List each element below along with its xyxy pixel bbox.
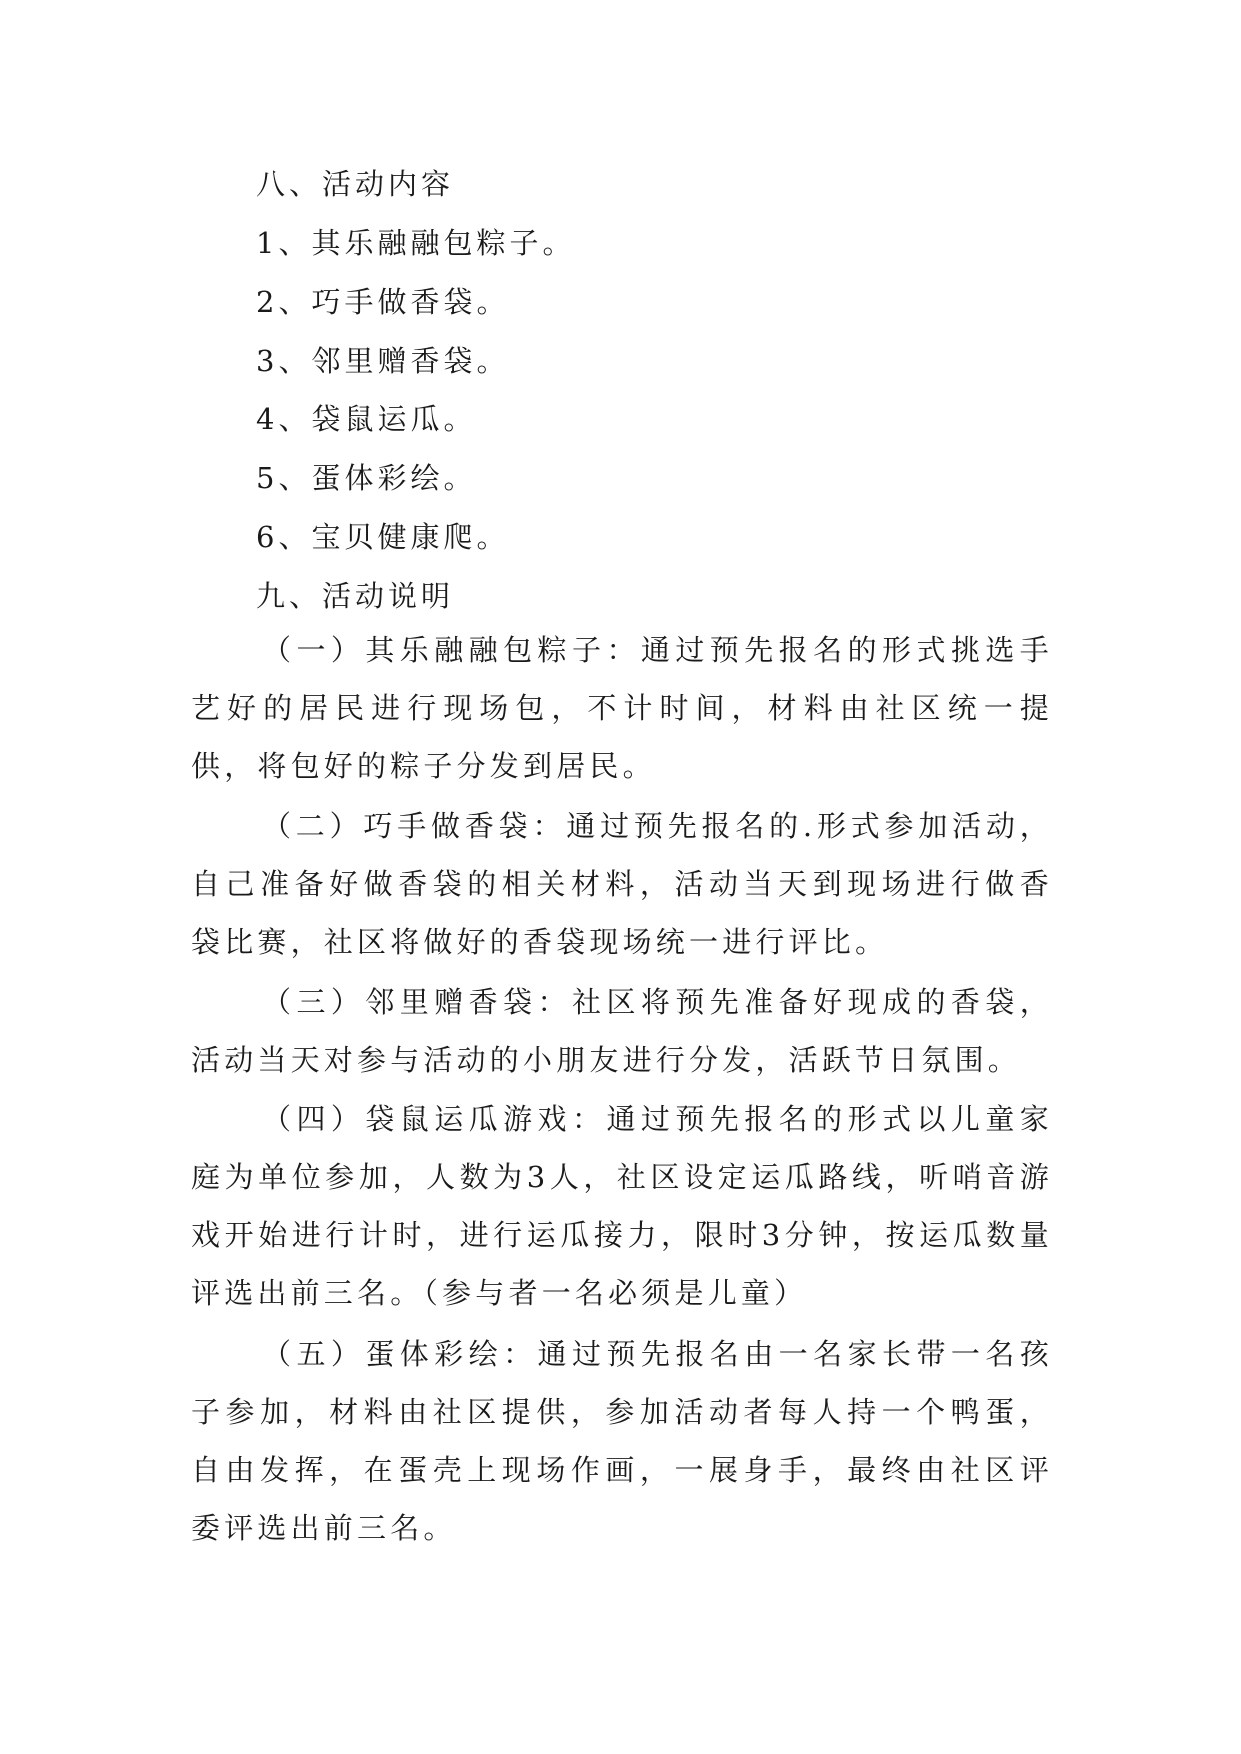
explanation-paragraph-2: （二）巧手做香袋：通过预先报名的.形式参加活动，自己准备好做香袋的相关材料，活动当天到现场进行做香袋比赛，社区将做好的香袋现场统一进行评比。 <box>191 809 1053 959</box>
explanation-paragraph-1: （一）其乐融融包粽子：通过预先报名的形式挑选手艺好的居民进行现场包，不计时间，材料由社区统一提供，将包好的粽子分发到居民。 <box>191 633 1053 783</box>
activity-item-3: 3、邻里赠香袋。 <box>256 344 510 378</box>
section-9-heading: 九、活动说明 <box>256 579 455 613</box>
section-8-heading: 八、活动内容 <box>256 167 455 201</box>
activity-item-6: 6、宝贝健康爬。 <box>256 520 510 554</box>
explanation-paragraph-3: （三）邻里赠香袋：社区将预先准备好现成的香袋，活动当天对参与活动的小朋友进行分发，活跃节日氛围。 <box>191 985 1053 1077</box>
explanation-paragraph-5: （五）蛋体彩绘：通过预先报名由一名家长带一名孩子参加，材料由社区提供，参加活动者每人持一个鸭蛋，自由发挥，在蛋壳上现场作画，一展身手，最终由社区评委评选出前三名。 <box>191 1337 1053 1545</box>
activity-item-2: 2、巧手做香袋。 <box>256 285 510 319</box>
activity-item-4: 4、袋鼠运瓜。 <box>256 402 477 436</box>
activity-item-5: 5、蛋体彩绘。 <box>256 461 477 495</box>
explanation-paragraph-4: （四）袋鼠运瓜游戏：通过预先报名的形式以儿童家庭为单位参加，人数为3人，社区设定运瓜路线，听哨音游戏开始进行计时，进行运瓜接力，限时3分钟，按运瓜数量评选出前三名。（参与者一名必须是儿童） <box>191 1102 1053 1310</box>
activity-item-1: 1、其乐融融包粽子。 <box>256 226 576 260</box>
